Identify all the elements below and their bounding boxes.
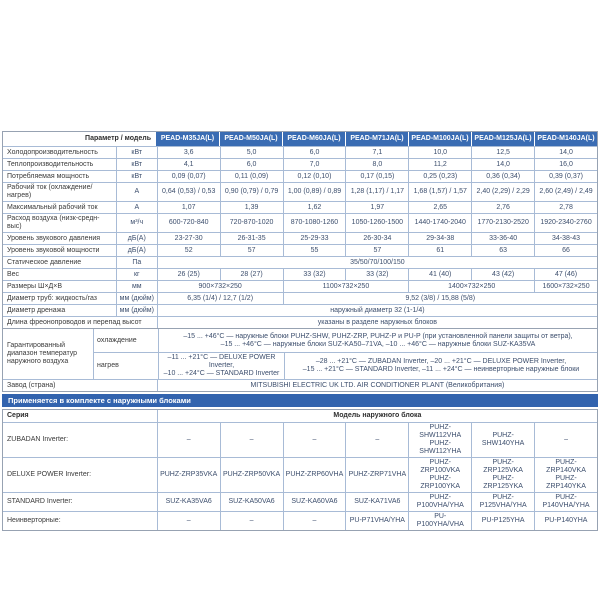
- spec-value-cell: 0,36 (0,34): [471, 171, 534, 182]
- outdoor-model-cell: [345, 512, 408, 530]
- spec-row-unit: кВт: [116, 159, 157, 170]
- text-line: PUHZ-P140VHA/YHA: [542, 494, 590, 509]
- outdoor-model-cell: [220, 512, 283, 530]
- spec-value-cell: 1770-2130-2520: [471, 214, 534, 232]
- spec-row-label: Диаметр труб: жидкость/газ: [7, 294, 97, 302]
- heating-range-small-models: [158, 353, 284, 379]
- outdoor-model-cell: [157, 512, 220, 530]
- outdoor-series-label: ZUBADAN Inverter:: [7, 436, 69, 443]
- spec-value-cell: 26-31-35: [220, 233, 283, 244]
- spec-value-cell: 720-870-1020: [220, 214, 283, 232]
- spec-value-cell: 0,12 (0,10): [283, 171, 346, 182]
- outdoor-model-cell: [471, 458, 534, 492]
- spec-row-label: Холодопроизводительность: [7, 148, 98, 156]
- spec-row-label: Статическое давление: [7, 258, 82, 266]
- spec-row: [3, 269, 597, 281]
- spec-row: [3, 293, 597, 305]
- outdoor-units-table: [2, 409, 598, 531]
- spec-row-unit: А: [116, 183, 157, 201]
- spec-value-cell: 61: [408, 245, 471, 256]
- spec-value-cell: 7,0: [283, 159, 346, 170]
- outdoor-model-cell: [157, 493, 220, 511]
- text-line: –: [249, 517, 254, 524]
- text-line: –: [186, 436, 191, 443]
- model-header: PEAD-M60JA(L): [282, 132, 345, 146]
- spec-value-cell: 2,65: [408, 202, 471, 213]
- spec-value-cell: 26-30-34: [345, 233, 408, 244]
- outdoor-series-label: DELUXE POWER Inverter:: [7, 471, 92, 478]
- outdoor-row: [3, 512, 597, 531]
- spec-row-label: Диаметр дренажа: [7, 306, 66, 314]
- spec-value-cell: 6,0: [283, 147, 346, 158]
- outdoor-series-label: Неинверторные:: [7, 517, 61, 524]
- text-line: SUZ-KA60VA6: [291, 498, 338, 505]
- outdoor-model-cell: [471, 512, 534, 530]
- spec-row-unit: мм: [116, 281, 157, 292]
- model-header: PEAD-M71JA(L): [345, 132, 408, 146]
- spec-row: [3, 233, 597, 245]
- outdoor-model-cell: [283, 458, 346, 492]
- spec-header-row: [3, 132, 597, 147]
- text-line: SUZ-KA50VA6: [228, 498, 275, 505]
- series-header: Серия: [7, 412, 29, 419]
- text-line: PUHZ-SHW112VHA: [419, 424, 462, 439]
- outdoor-model-cell: [534, 493, 597, 511]
- spec-value-cell: 2,78: [534, 202, 597, 213]
- model-header: PEAD-M50JA(L): [219, 132, 282, 146]
- outdoor-model-cell: [534, 423, 597, 457]
- outdoor-model-cell: [220, 493, 283, 511]
- spec-value-cell: 9,52 (3/8) / 15,88 (5/8): [283, 293, 597, 304]
- outdoor-model-cell: [471, 423, 534, 457]
- spec-value-cell: 0,11 (0,09): [220, 171, 283, 182]
- spec-value-cell: 33 (32): [283, 269, 346, 280]
- spec-row: [3, 159, 597, 171]
- temp-range-group: [3, 329, 597, 380]
- spec-value-cell: 1,00 (0,89) / 0,89: [283, 183, 346, 201]
- text-line: PUHZ-ZRP60VHA: [285, 471, 344, 478]
- spec-row-label: Уровень звукового давления: [7, 234, 101, 242]
- text-line: PU-P140YHA: [544, 517, 588, 524]
- spec-value-cell: 23-27-30: [157, 233, 220, 244]
- outdoor-row: [3, 458, 597, 493]
- spec-row-unit: дБ(А): [116, 245, 157, 256]
- text-line: –10 ... +24°C — STANDARD Inverter: [163, 370, 280, 377]
- spec-row-unit: Па: [116, 257, 157, 268]
- spec-row: [3, 245, 597, 257]
- spec-value-cell: 34-38-43: [534, 233, 597, 244]
- text-line: PUHZ-ZRP35VKA: [160, 471, 218, 478]
- spec-value-cell: 5,0: [220, 147, 283, 158]
- cooling-label: охлаждение: [97, 336, 137, 344]
- spec-row-unit: кВт: [116, 171, 157, 182]
- spec-value-cell: 1,28 (1,17) / 1,17: [345, 183, 408, 201]
- spec-value-cell: наружный диаметр 32 (1-1/4): [157, 305, 597, 316]
- text-line: PUHZ-P125VHA/YHA: [479, 494, 527, 509]
- text-line: PUHZ-ZRP125YKA: [483, 475, 523, 490]
- outdoor-model-cell: [408, 423, 471, 457]
- outdoor-model-cell: [345, 423, 408, 457]
- text-line: PUHZ-ZRP71VHA: [348, 471, 407, 478]
- spec-value-cell: 0,90 (0,79) / 0,79: [220, 183, 283, 201]
- spec-row-label: Уровень звуковой мощности: [7, 246, 100, 254]
- spec-value-cell: 14,0: [471, 159, 534, 170]
- outdoor-row: [3, 423, 597, 458]
- text-line: –: [186, 517, 191, 524]
- spec-sheet: [2, 131, 598, 531]
- spec-value-cell: 1600×732×250: [534, 281, 597, 292]
- outdoor-model-cell: [534, 458, 597, 492]
- heating-range-large-models: [284, 353, 597, 379]
- spec-value-cell: 8,0: [345, 159, 408, 170]
- text-line: PUHZ-ZRP140YKA: [546, 475, 586, 490]
- text-line: PU-P71VHA/YHA: [349, 517, 405, 524]
- spec-value-cell: 1440-1740-2040: [408, 214, 471, 232]
- spec-row: [3, 202, 597, 214]
- spec-row-unit: мм (дюйм): [116, 293, 157, 304]
- text-line: –: [564, 436, 568, 443]
- outdoor-units-band: Применяется в комплекте с наружными блоками: [2, 394, 598, 407]
- spec-value-cell: 55: [283, 245, 346, 256]
- spec-row-unit: кг: [116, 269, 157, 280]
- spec-value-cell: 600-720-840: [157, 214, 220, 232]
- model-header-cells: [156, 132, 597, 146]
- spec-value-cell: 26 (25): [157, 269, 220, 280]
- spec-row-label: Рабочий ток (охлаждение/нагрев): [7, 184, 93, 199]
- outdoor-model-cell: [471, 493, 534, 511]
- spec-value-cell: 11,2: [408, 159, 471, 170]
- heating-row: [94, 352, 597, 379]
- factory-value: MITSUBISHI ELECTRIC UK LTD. AIR CONDITIONER PLANT (Великобритания): [157, 380, 597, 391]
- spec-value-cell: 870-1080-1260: [283, 214, 346, 232]
- text-line: –28 ... +21°C — ZUBADAN Inverter, –20 ... +21°C — DELUXE POWER Inverter,: [315, 358, 567, 365]
- factory-row: [3, 380, 597, 392]
- spec-value-cell: 28 (27): [220, 269, 283, 280]
- model-header: PEAD-M35JA(L): [156, 132, 219, 146]
- spec-row: [3, 257, 597, 269]
- spec-value-cell: 47 (46): [534, 269, 597, 280]
- outdoor-model-cell: [408, 458, 471, 492]
- text-line: PU-P125YHA: [481, 517, 525, 524]
- spec-value-cell: 4,1: [157, 159, 220, 170]
- heating-label: нагрев: [97, 362, 119, 369]
- text-line: PUHZ-ZRP125VKA: [483, 459, 523, 474]
- spec-value-cell: 1,39: [220, 202, 283, 213]
- spec-value-cell: 41 (40): [408, 269, 471, 280]
- outdoor-series-label: STANDARD Inverter:: [7, 498, 73, 505]
- spec-value-cell: 1400×732×250: [408, 281, 534, 292]
- temp-range-values: [93, 329, 597, 379]
- spec-value-cell: 25-29-33: [283, 233, 346, 244]
- spec-row-label: Вес: [7, 270, 20, 278]
- cooling-range-value: [158, 329, 597, 352]
- text-line: PUHZ-ZRP100YKA: [420, 475, 461, 490]
- outdoor-model-cell: [157, 423, 220, 457]
- text-line: PUHZ-P100VHA/YHA: [416, 494, 464, 509]
- spec-value-cell: 33-36-40: [471, 233, 534, 244]
- text-line: PU-P100YHA/VHA: [416, 513, 464, 528]
- spec-value-cell: 63: [471, 245, 534, 256]
- text-line: –15 ... +46°C — наружные блоки PUHZ-SHW, PUHZ-ZRP, PUHZ-P и PU-P (при установленной панели защиты от ветра),: [183, 332, 573, 340]
- text-line: –: [249, 436, 254, 443]
- spec-row: [3, 171, 597, 183]
- spec-row: [3, 305, 597, 317]
- spec-row: [3, 183, 597, 202]
- spec-value-cell: 57: [345, 245, 408, 256]
- spec-value-cell: указаны в разделе наружных блоков: [157, 317, 597, 328]
- spec-row-unit: м³/ч: [116, 214, 157, 232]
- text-line: SUZ-KA35VA6: [165, 498, 212, 505]
- outdoor-model-cell: [157, 458, 220, 492]
- text-line: PUHZ-ZRP50VKA: [222, 471, 281, 478]
- outdoor-model-header: Модель наружного блока: [157, 410, 597, 422]
- spec-row-label: Длина фреонопроводов и перепад высот: [7, 318, 142, 326]
- text-line: –15 ... +46°C — наружные блоки SUZ-KA50–71VA, –10 ... +46°C — наружные блоки SUZ-KA35VA: [220, 340, 536, 348]
- spec-value-cell: 6,35 (1/4) / 12,7 (1/2): [157, 293, 283, 304]
- outdoor-rows: [3, 423, 597, 531]
- spec-value-cell: 10,0: [408, 147, 471, 158]
- spec-value-cell: 35/50/70/100/150: [157, 257, 597, 268]
- spec-row-unit: кВт: [116, 147, 157, 158]
- spec-value-cell: 7,1: [345, 147, 408, 158]
- factory-label: Завод (страна): [7, 381, 56, 389]
- spec-value-cell: 57: [220, 245, 283, 256]
- spec-value-cell: 0,39 (0,37): [534, 171, 597, 182]
- spec-value-cell: 1100×732×250: [283, 281, 409, 292]
- spec-row-label: Потребляемая мощность: [7, 172, 90, 180]
- spec-value-cell: 52: [157, 245, 220, 256]
- outdoor-row: [3, 493, 597, 512]
- spec-value-cell: 33 (32): [345, 269, 408, 280]
- spec-table: [2, 131, 598, 392]
- spec-value-cell: 2,60 (2,49) / 2,49: [534, 183, 597, 201]
- text-line: –: [312, 517, 317, 524]
- outdoor-model-cell: [408, 493, 471, 511]
- spec-value-cell: 12,5: [471, 147, 534, 158]
- outdoor-header-row: [3, 410, 597, 423]
- spec-value-cell: 1,62: [283, 202, 346, 213]
- spec-value-cell: 2,40 (2,29) / 2,29: [471, 183, 534, 201]
- spec-value-cell: 1,07: [157, 202, 220, 213]
- spec-row-label: Максимальный рабочий ток: [7, 203, 98, 211]
- spec-value-cell: 0,17 (0,15): [345, 171, 408, 182]
- spec-row-label: Теплопроизводительность: [7, 160, 94, 168]
- text-line: –: [375, 436, 380, 443]
- text-line: PUHZ-SHW112YHA: [419, 440, 462, 455]
- outdoor-model-cell: [283, 423, 346, 457]
- spec-value-cell: 1,97: [345, 202, 408, 213]
- outdoor-model-cell: [220, 423, 283, 457]
- spec-value-cell: 43 (42): [471, 269, 534, 280]
- model-header: PEAD-M100JA(L): [408, 132, 471, 146]
- spec-value-cell: 6,0: [220, 159, 283, 170]
- spec-value-cell: 0,64 (0,53) / 0,53: [157, 183, 220, 201]
- spec-row: [3, 214, 597, 233]
- spec-row: [3, 317, 597, 329]
- outdoor-model-cell: [408, 512, 471, 530]
- model-header: PEAD-M140JA(L): [534, 132, 597, 146]
- outdoor-model-cell: [283, 512, 346, 530]
- spec-value-cell: 66: [534, 245, 597, 256]
- spec-row-unit: А: [116, 202, 157, 213]
- spec-value-cell: 1,68 (1,57) / 1,57: [408, 183, 471, 201]
- outdoor-model-cell: [534, 512, 597, 530]
- spec-row: [3, 281, 597, 293]
- spec-value-cell: 1920-2340-2760: [534, 214, 597, 232]
- text-line: PUHZ-ZRP100VKA: [420, 459, 461, 474]
- spec-rows: [3, 147, 597, 329]
- text-line: PUHZ-ZRP140VKA: [546, 459, 586, 474]
- spec-value-cell: 900×732×250: [157, 281, 283, 292]
- spec-value-cell: 1050-1260-1500: [345, 214, 408, 232]
- text-line: –11 ... +21°C — DELUXE POWER Inverter,: [167, 354, 276, 369]
- temp-range-label: Гарантированный диапазон температур наружного воздуха: [7, 342, 78, 365]
- spec-value-cell: 0,25 (0,23): [408, 171, 471, 182]
- text-line: –: [312, 436, 317, 443]
- text-line: –15 ... +21°C — STANDARD Inverter, –11 ... +24°C — неинверторные наружные блоки: [302, 366, 580, 373]
- spec-row-unit: дБ(А): [116, 233, 157, 244]
- text-line: PUHZ-SHW140YHA: [481, 432, 525, 447]
- spec-row-unit: мм (дюйм): [116, 305, 157, 316]
- spec-value-cell: 29-34-38: [408, 233, 471, 244]
- model-header: PEAD-M125JA(L): [471, 132, 534, 146]
- spec-row: [3, 147, 597, 159]
- cooling-row: [94, 329, 597, 352]
- spec-row-label: Расход воздуха (низк-средн-выс): [7, 215, 100, 230]
- outdoor-model-cell: [345, 458, 408, 492]
- outdoor-model-cell: [283, 493, 346, 511]
- outdoor-model-cell: [345, 493, 408, 511]
- spec-value-cell: 16,0: [534, 159, 597, 170]
- text-line: SUZ-KA71VA6: [354, 498, 401, 505]
- spec-value-cell: 2,76: [471, 202, 534, 213]
- outdoor-model-cell: [220, 458, 283, 492]
- spec-value-cell: 3,6: [157, 147, 220, 158]
- spec-row-label: Размеры Ш×Д×В: [7, 282, 63, 290]
- spec-value-cell: 0,09 (0,07): [157, 171, 220, 182]
- param-model-header: Параметр / модель: [85, 135, 151, 142]
- spec-value-cell: 14,0: [534, 147, 597, 158]
